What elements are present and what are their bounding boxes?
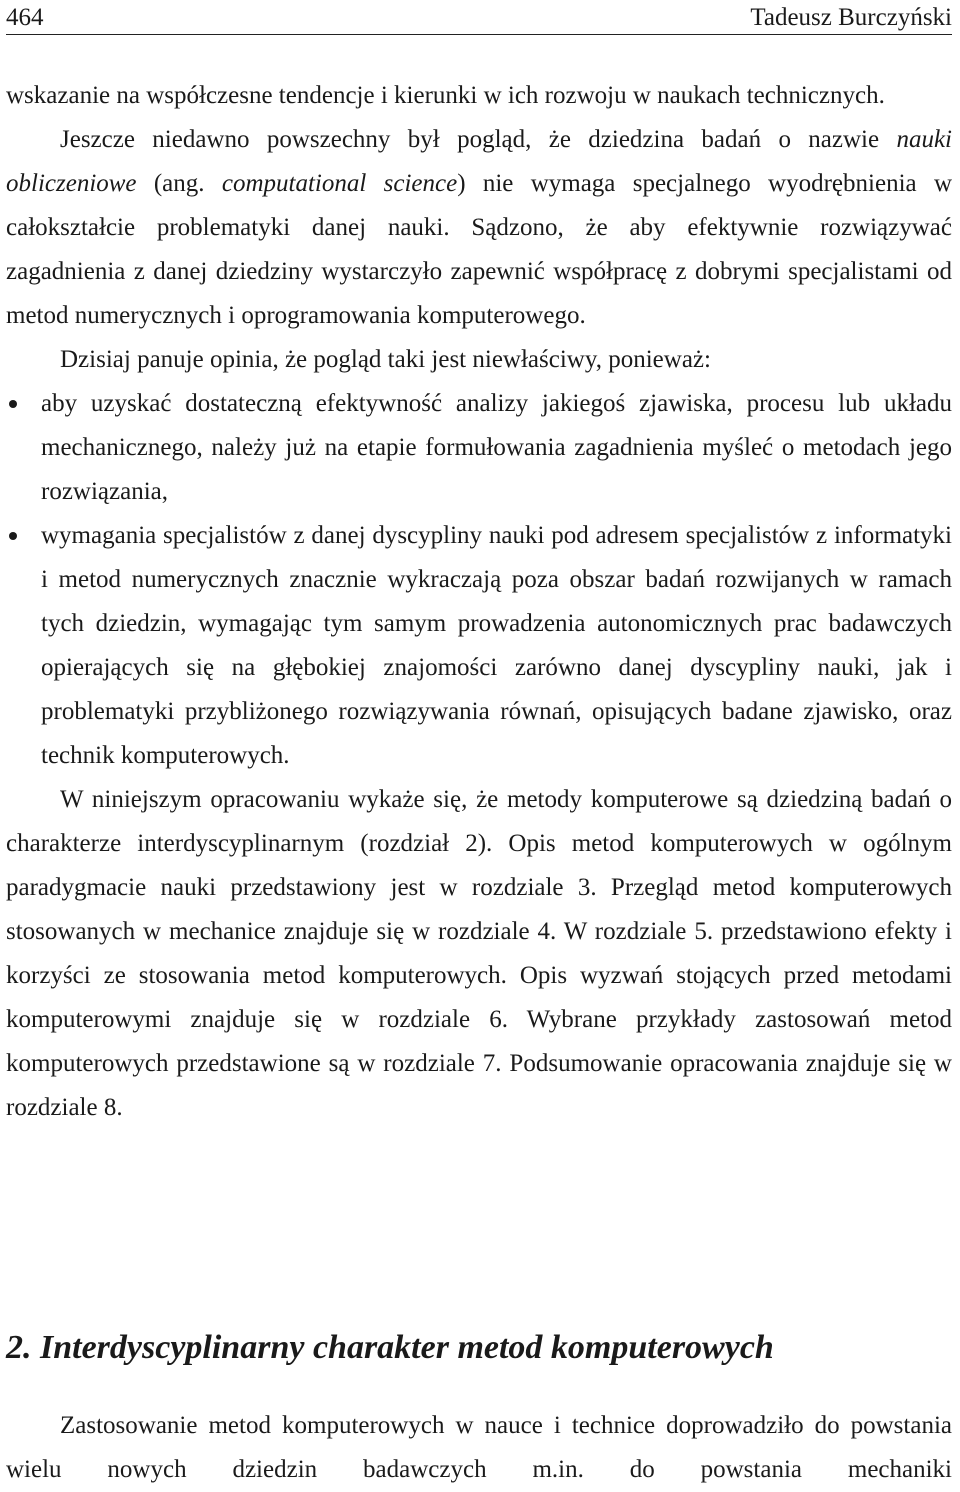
section-paragraph-1: Zastosowanie metod komputerowych w nauce i technice doprowadziło do powstania wielu nowych dziedzin badawczych m.in. do powstania mechaniki <box>6 1412 952 1483</box>
paragraph-2 <box>6 118 952 338</box>
bullet-text: wymagania specjalistów z danej dyscypliny nauki pod adresem specjalistów z informatyki i metod numerycznych znacznie wykraczają poza obszar badań rozwijanych w ramach tych dziedzin, wymagając tym samym prowadzenia autonomicznych prac badawczych opierających się na głębokiej znajomości zarówno danej dyscypliny nauki, jak i problematyki przybliżonego rozwiązywania równań, opisujących badane zjawisko, oraz technik komputerowych. <box>41 522 952 769</box>
main-text <box>6 74 952 1130</box>
p2-text-e: ) nie wymaga specjalnego wyodrębnienia w całokształcie problematyki danej nauki. Sądzono, że aby efektywnie rozwiązywać zagadnienia z danej dziedziny wystarczyło zapewnić współpracę z dobrymi specjalistami od metod numerycznych i oprogramowania komputerowego. <box>6 170 952 329</box>
term-computational-science: computational science <box>221 170 458 197</box>
section-heading: 2. Interdyscyplinarny charakter metod komputerowych <box>6 1329 774 1366</box>
bullet-list <box>6 382 952 778</box>
bullet-item-2 <box>6 514 952 778</box>
paragraph-continued: wskazanie na współczesne tendencje i kierunki w ich rozwoju w naukach technicznych. <box>6 82 885 109</box>
term-nauki-obliczeniowe: nauki obliczeniowe <box>6 126 952 197</box>
p2-text-c: (ang. <box>136 170 222 197</box>
page-number: 464 <box>6 4 44 31</box>
paragraph-4: W niniejszym opracowaniu wykaże się, że metody komputerowe są dziedziną badań o charakterze interdyscyplinarnym (rozdział 2). Opis metod komputerowych w ogólnym paradygmacie nauki przedstawiony jest w rozdziale 3. Przegląd metod komputerowych stosowanych w mechanice znajduje się w rozdziale 4. W rozdziale 5. przedstawiono efekty i korzyści ze stosowania metod komputerowych. Opis wyzwań stojących przed metodami komputerowymi znajduje się w rozdziale 6. Wybrane przykłady zastosowań metod komputerowych przedstawione są w rozdziale 7. Podsumowanie opracowania znajduje się w rozdziale 8. <box>6 786 952 1121</box>
paragraph-3: Dzisiaj panuje opinia, że pogląd taki jest niewłaściwy, ponieważ: <box>60 346 711 373</box>
bullet-dot-icon <box>9 532 17 540</box>
running-header <box>6 2 952 35</box>
bullet-dot-icon <box>9 400 17 408</box>
running-author: Tadeusz Burczyński <box>750 4 952 31</box>
bullet-text: aby uzyskać dostateczną efektywność analizy jakiegoś zjawiska, procesu lub układu mechanicznego, należy już na etapie formułowania zagadnienia myśleć o metodach jego rozwiązania, <box>41 390 952 505</box>
p2-text-a: Jeszcze niedawno powszechny był pogląd, że dziedzina badań o nazwie <box>60 126 897 153</box>
bullet-item-1 <box>6 382 952 514</box>
section-text <box>6 1404 952 1492</box>
